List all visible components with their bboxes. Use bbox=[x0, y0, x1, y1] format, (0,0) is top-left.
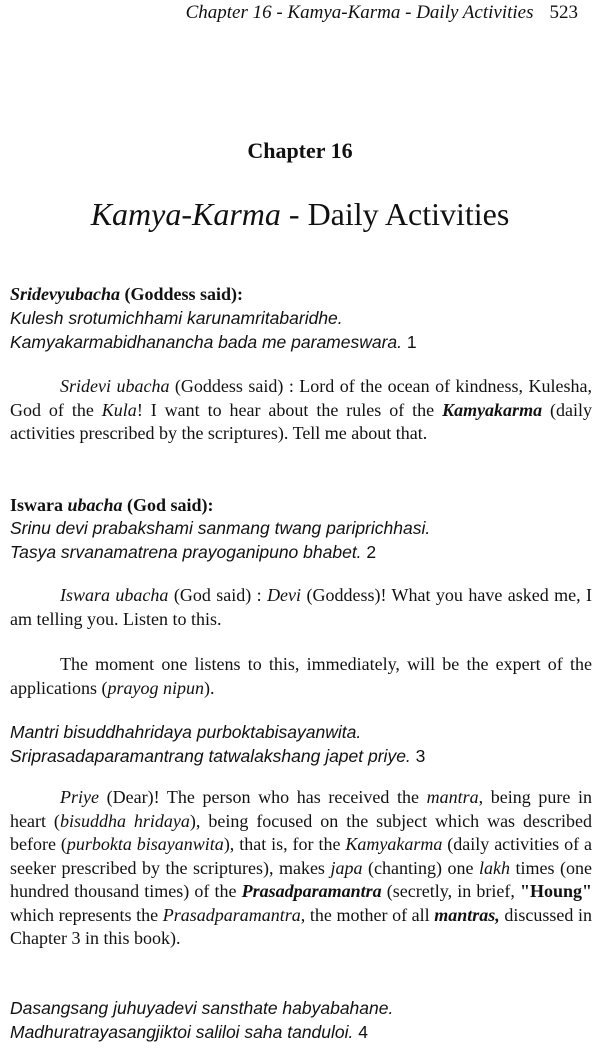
term: lakh bbox=[478, 857, 510, 878]
speaker-name: Sridevyubacha bbox=[10, 284, 120, 304]
paragraph-goddess-said bbox=[10, 375, 592, 446]
text: (Dear)! The person who has received the bbox=[98, 787, 427, 807]
text: (God said) : bbox=[168, 585, 268, 605]
verse-line bbox=[10, 330, 592, 354]
term: Prasadparamantra bbox=[162, 904, 301, 925]
page-number: 523 bbox=[549, 2, 578, 23]
verse-1 bbox=[10, 306, 592, 354]
text: (chanting) one bbox=[362, 857, 479, 878]
verse-number: 2 bbox=[361, 542, 377, 562]
verse-4 bbox=[10, 996, 592, 1044]
verse-number: 1 bbox=[402, 332, 417, 352]
term: mantra bbox=[426, 787, 479, 807]
text: , being pure in heart ( bbox=[10, 787, 592, 831]
verse-text: Kamyakarmabidhanancha bada me parameswara. bbox=[10, 332, 403, 352]
chapter-title bbox=[0, 196, 600, 233]
verse-line: Mantri bisuddhahridaya purboktabisayanwita. bbox=[10, 722, 362, 742]
term: Sridevi ubacha bbox=[60, 376, 170, 396]
term: "Houng" bbox=[519, 881, 592, 901]
speaker-name: Iswara bbox=[10, 495, 68, 515]
text: ! I want to hear about the rules of the bbox=[136, 399, 443, 420]
speaker-god bbox=[10, 494, 592, 517]
verse-number: 4 bbox=[353, 1022, 369, 1042]
term: bisuddha hridaya bbox=[59, 810, 190, 831]
term: Priye bbox=[60, 787, 99, 807]
text: ), being focused on the subject which was described before ( bbox=[10, 810, 592, 854]
text: (secretly, in brief, bbox=[381, 881, 520, 901]
speaker-note: (God said): bbox=[122, 495, 214, 515]
verse-line bbox=[10, 1020, 592, 1044]
verse-line: Srinu devi prabakshami sanmang twang pariprichhasi. bbox=[10, 518, 431, 538]
verse-line: Dasangsang juhuyadevi sansthate habyabahane. bbox=[10, 998, 394, 1018]
text: discussed in Chapter 3 in this book). bbox=[10, 904, 592, 948]
term: Kamyakarma bbox=[345, 834, 443, 854]
text: times (one hundred thousand times) of the bbox=[10, 857, 592, 901]
term: Kula bbox=[101, 399, 137, 420]
text: (Goddess)! What you have asked me, I am telling you. Listen to this. bbox=[10, 585, 593, 629]
running-head bbox=[186, 2, 578, 24]
text: which represents the bbox=[10, 904, 163, 925]
verse-line: Kulesh srotumichhami karunamritabaridhe. bbox=[10, 308, 343, 328]
verse-line bbox=[10, 744, 592, 768]
text: ), that is, for the bbox=[223, 834, 346, 854]
text: (daily activities of a seeker prescribed by the scriptures), makes bbox=[10, 834, 592, 878]
chapter-number: Chapter 16 bbox=[247, 138, 353, 163]
term: Devi bbox=[267, 585, 302, 605]
verse-3 bbox=[10, 720, 592, 768]
running-head-title: Chapter 16 - Kamya-Karma - Daily Activities bbox=[185, 2, 534, 23]
speaker-note: (Goddess said): bbox=[120, 284, 244, 304]
term: Iswara ubacha bbox=[60, 585, 169, 605]
term: prayog nipun bbox=[107, 677, 204, 698]
chapter-title-rest: - Daily Activities bbox=[280, 196, 510, 232]
verse-line bbox=[10, 540, 592, 564]
chapter-title-italic: Kamya-Karma bbox=[90, 196, 281, 232]
term: japa bbox=[330, 857, 363, 878]
verse-number: 3 bbox=[410, 746, 426, 766]
text: ). bbox=[203, 677, 215, 698]
verse-2 bbox=[10, 516, 592, 564]
speaker-goddess bbox=[10, 283, 592, 306]
verse-text: Sriprasadaparamantrang tatwalakshang japet priye. bbox=[10, 746, 411, 766]
text: , the mother of all bbox=[300, 904, 435, 925]
verse-text: Madhuratrayasangjiktoi saliloi saha tanduloi. bbox=[10, 1022, 354, 1042]
text: (Goddess said) : Lord of the ocean of kindness, Kulesha, God of the bbox=[10, 376, 592, 420]
term: mantras, bbox=[434, 904, 500, 925]
term: purbokta bisayanwita bbox=[66, 834, 224, 854]
text: The moment one listens to this, immediately, will be the expert of the applications ( bbox=[10, 654, 592, 698]
paragraph-listen bbox=[10, 653, 592, 700]
text: (daily activities prescribed by the scriptures). Tell me about that. bbox=[10, 399, 592, 443]
paragraph-god-said bbox=[10, 584, 592, 631]
speaker-name-italic: ubacha bbox=[67, 495, 123, 515]
verse-text: Tasya srvanamatrena prayoganipuno bhabet. bbox=[10, 542, 362, 562]
term: Prasadparamantra bbox=[241, 881, 382, 901]
term: Kamyakarma bbox=[442, 399, 543, 420]
paragraph-priye bbox=[10, 786, 592, 951]
